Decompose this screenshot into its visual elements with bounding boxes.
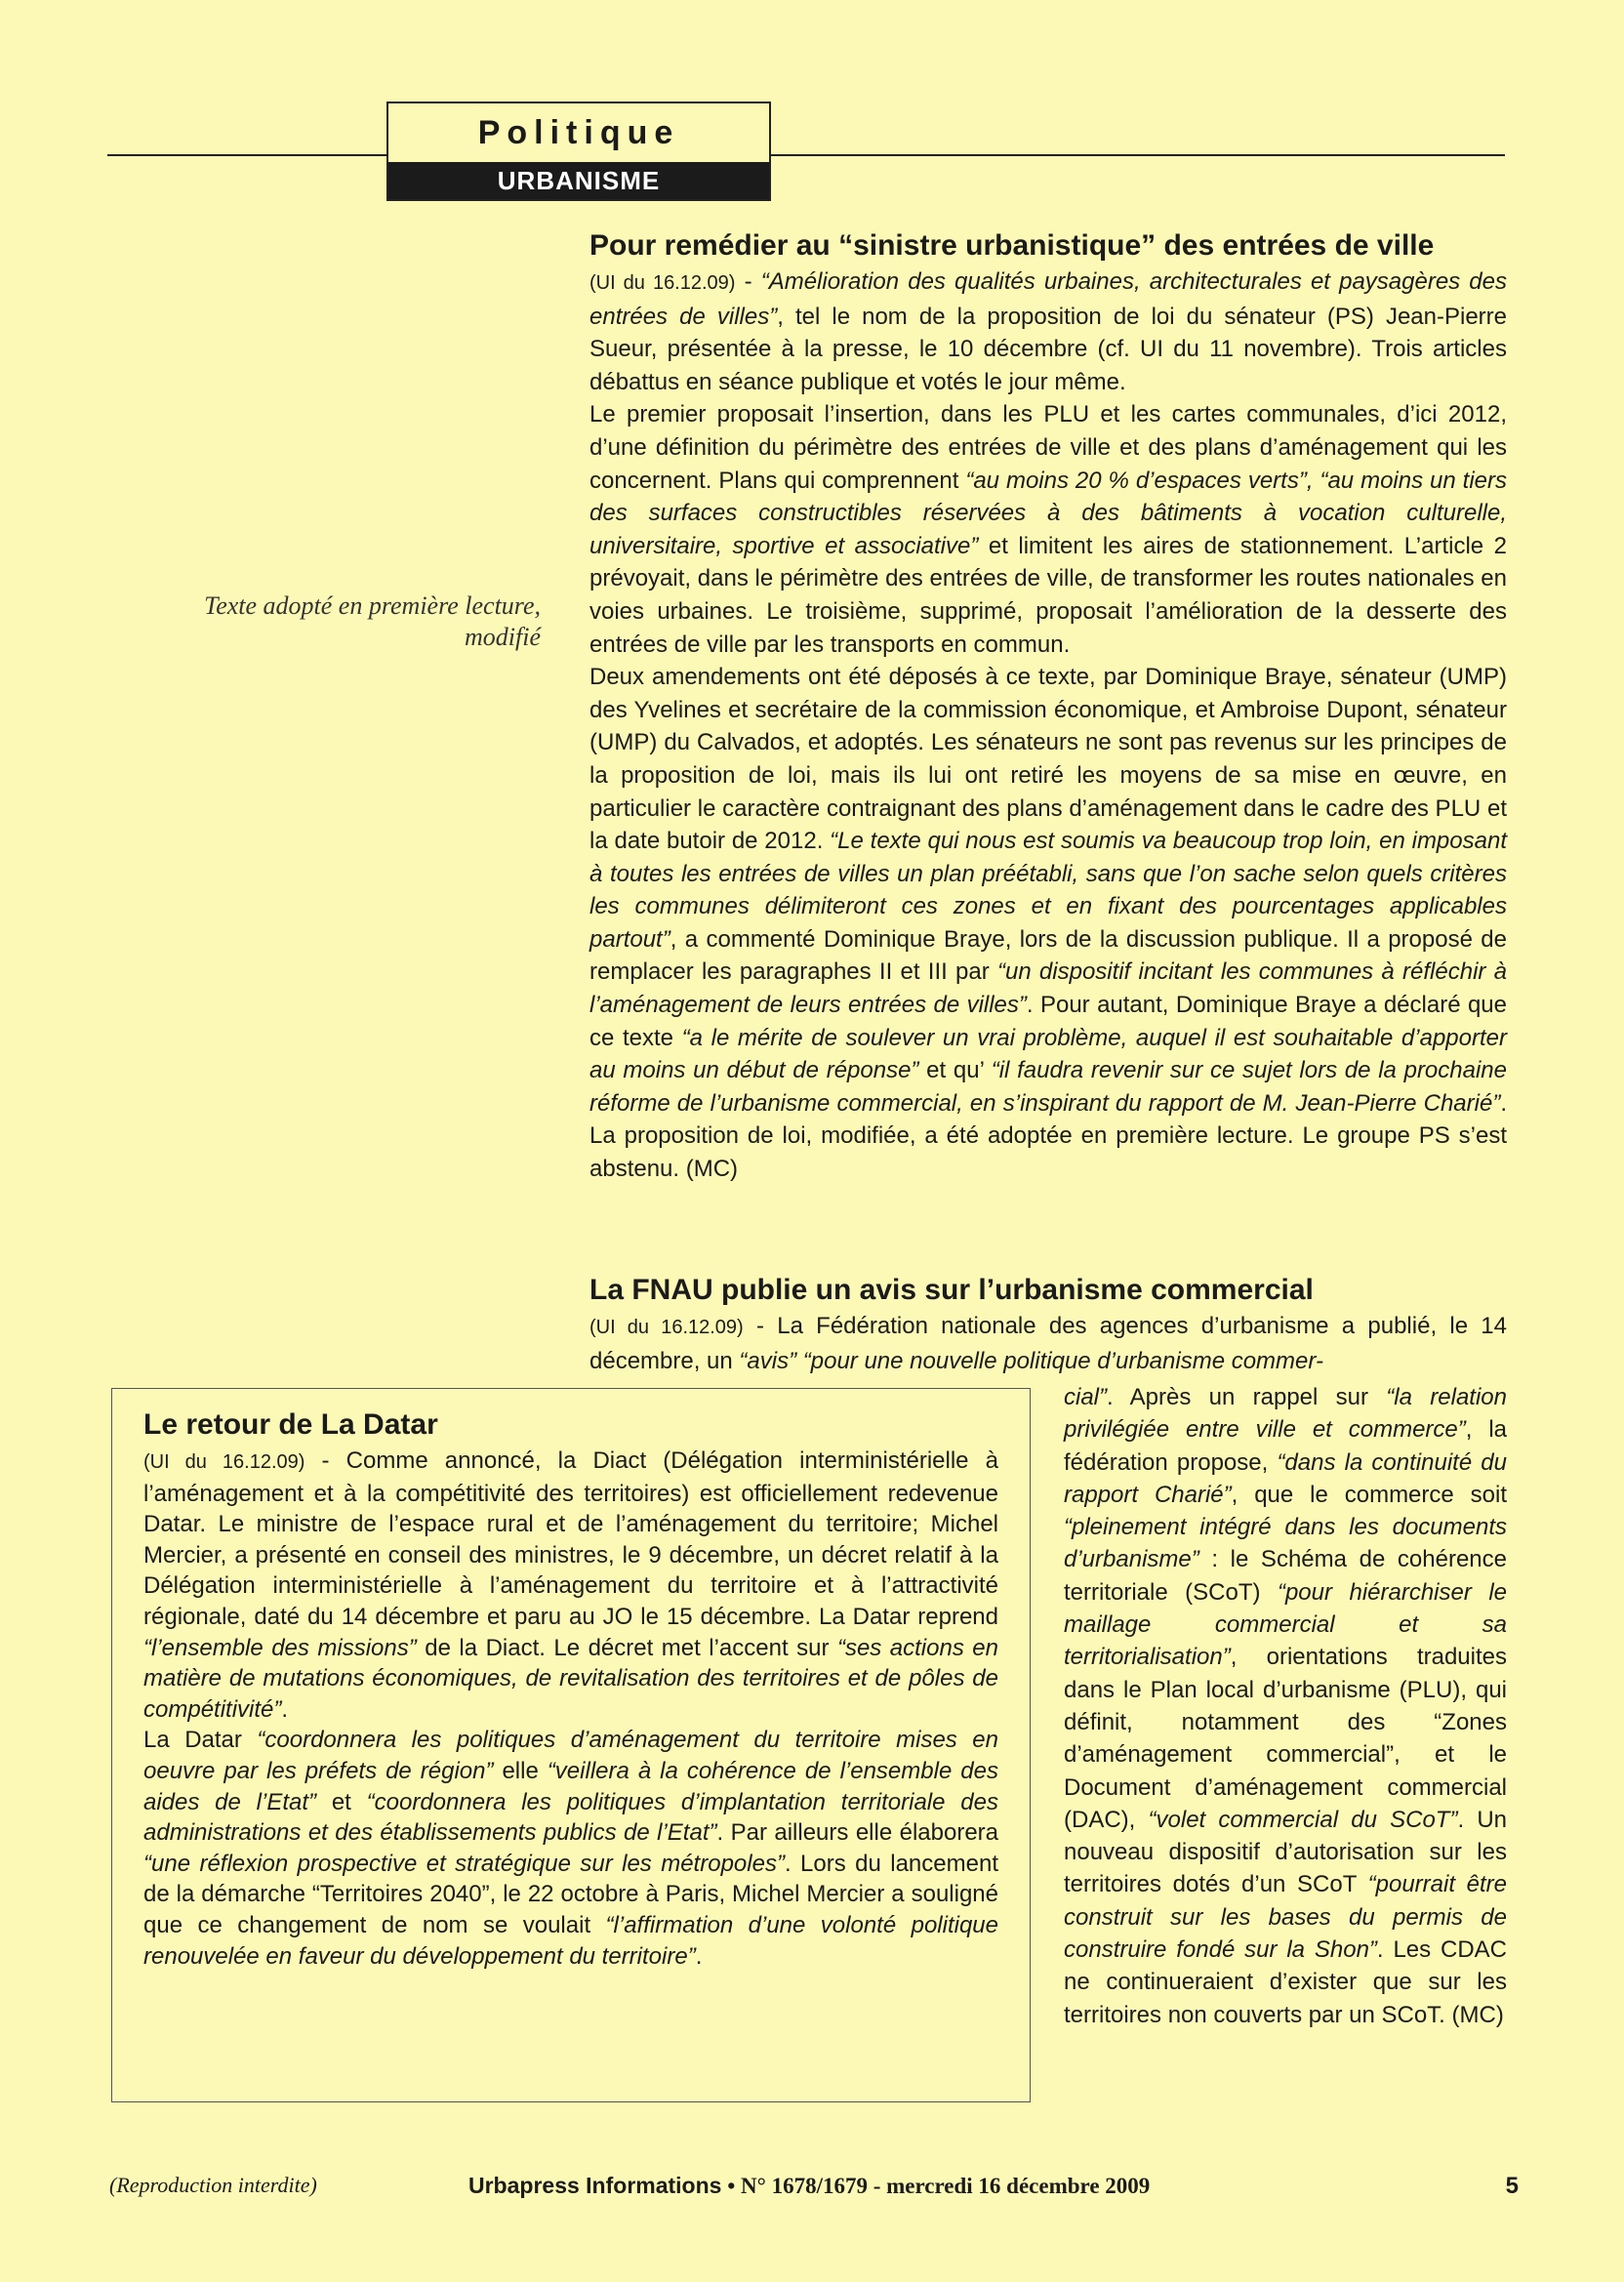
box-paragraph: La Datar “coordonnera les politiques d’aménagement du territoire mises en oeuvre par les préfets de région” elle “veillera à la cohérence de l’ensemble des aides de l’Etat” et “coordonnera les politiques d’implantation territoriale des administrations et des établissements publics de l’Etat”. Par ailleurs elle élaborera “une réflexion prospective et stratégique sur les métropoles”. Lors du lancement de la démarche “Territoires 2040”, le 22 octobre à Paris, Michel Mercier a souligné que ce changement de nom se voulait “l’affirmation d’une volonté politique renouvelée en faveur du développement du territoire”. [143, 1727, 999, 1970]
quote: “pleinement intégré dans les documents d’urbanisme” [1064, 1514, 1507, 1573]
article-reference: (UI du 16.12.09) [589, 1317, 744, 1338]
article-reference: (UI du 16.12.09) [143, 1451, 305, 1473]
article-fnau [589, 1271, 1507, 1377]
quote: “l’affirmation d’une volonté politique renouvelée en faveur du développement du territoire” [143, 1911, 999, 1970]
footer-notice: (Reproduction interdite) [109, 2173, 317, 2197]
subsection-title: URBANISME [388, 162, 769, 199]
quote: “coordonnera les politiques d’aménagement du territoire mises en oeuvre par les préfets de région” [143, 1727, 998, 1784]
section-title: Politique [477, 114, 680, 151]
quote: “volet commercial du SCoT” [1148, 1806, 1458, 1833]
quote: “pour hiérarchiser le maillage commercial et sa territorialisation” [1064, 1578, 1507, 1671]
quote: “la relation privilégiée entre ville et commerce” [1064, 1384, 1507, 1444]
article-reference: (UI du 16.12.09) [589, 272, 736, 294]
page-number: 5 [1505, 2173, 1519, 2199]
box-paragraph: (UI du 16.12.09) - Comme annoncé, la Diact (Délégation interministérielle à l’aménagement et à la compétitivité des territoires) est officiellement redevenue Datar. Le ministre de l’espace rural et de l’aménagement du territoire; Michel Mercier, a présenté en conseil des ministres, le 9 décembre, un décret relatif à la Délégation interministérielle à l’aménagement du territoire et à l’attractivité régionale, daté du 14 décembre et paru au JO le 15 décembre. La Datar reprend “l’ensemble des missions” de la Diact. Le décret met l’accent sur “ses actions en matière de mutations économiques, de revitalisation des territoires et de pôles de compétitivité”. [143, 1447, 999, 1723]
margin-note: Texte adopté en première lecture, modifié [204, 591, 541, 651]
quote: “Amélioration des qualités urbaines, architecturales et paysagères des entrées de villes” [589, 268, 1507, 330]
article-paragraph: cial”. Après un rappel sur “la relation privilégiée entre ville et commerce”, la fédération propose, “dans la continuité du rapport Charié”, que le commerce soit “pleinement intégré dans les documents d’urbanisme” : le Schéma de cohérence territoriale (SCoT) “pour hiérarchiser le maillage commercial et sa territorialisation”, orientations traduites dans le Plan local d’urbanisme (PLU), qui définit, notamment des “Zones d’aménagement commercial”, et le Document d’aménagement commercial (DAC), “volet commercial du SCoT”. Un nouveau dispositif d’autorisation sur les territoires dotés d’un SCoT “pourrait être construit sur les bases du permis de construire fondé sur la Shon”. Les CDAC ne continueraient d’exister que sur les territoires non couverts par un SCoT. (MC) [1064, 1384, 1508, 2028]
article-title: La FNAU publie un avis sur l’urbanisme commercial [589, 1274, 1314, 1306]
article-title: Pour remédier au “sinistre urbanistique” des entrées de ville [589, 229, 1435, 262]
article-entrees-de-ville [589, 226, 1507, 1186]
article-paragraph: (UI du 16.12.09) - La Fédération nationale des agences d’urbanisme a publié, le 14 décembre, un “avis” “pour une nouvelle politique d’urbanisme commer- [589, 1313, 1508, 1374]
article-paragraph: Le premier proposait l’insertion, dans les PLU et les cartes communales, d’ici 2012, d’une définition du périmètre des entrées de ville et des plans d’aménagement qui les concernent. Plans qui comprennent “au moins 20 % d’espaces verts”, “au moins un tiers des surfaces constructibles réservées à des bâtiments à vocation culturelle, universitaire, sportive et associative” et limitent les aires de stationnement. L’article 2 prévoyait, dans le périmètre des entrées de ville, de transformer les routes nationales en voies urbaines. Le troisième, supprimé, proposait l’amélioration de la desserte des entrées de ville par les transports en commun. [589, 401, 1508, 658]
quote: “pourrait être construit sur les bases du permis de construire fondé sur la Shon” [1064, 1871, 1507, 1964]
footer-publication [468, 2173, 1150, 2199]
quote: “au moins 20 % d’espaces verts”, “au moins un tiers des surfaces constructibles réservées à des bâtiments à vocation culturelle, universitaire, sportive et associative” [589, 467, 1508, 559]
quote: “ses actions en matière de mutations économiques, de revitalisation des territoires et de pôles de compétitivité” [143, 1634, 999, 1723]
article-paragraph: Deux amendements ont été déposés à ce texte, par Dominique Braye, sénateur (UMP) des Yvelines et secrétaire de la commission économique, et Ambroise Dupont, sénateur (UMP) du Calvados, et adoptés. Les sénateurs ne sont pas revenus sur les principes de la proposition de loi, mais ils lui ont retiré les moyens de sa mise en œuvre, en particulier le caractère contraignant des plans d’aménagement dans le cadre des PLU et la date butoir de 2012. “Le texte qui nous est soumis va beaucoup trop loin, en imposant à toutes les entrées de villes un plan préétabli, sans que l’on sache selon quels critères les communes délimiteront ces zones et en fixant des pourcentages applicables partout”, a commenté Dominique Braye, lors de la discussion publique. Il a proposé de remplacer les paragraphes II et III par “un dispositif incitant les communes à réfléchir à l’aménagement de leurs entrées de villes”. Pour autant, Dominique Braye a déclaré que ce texte “a le mérite de soulever un vrai problème, auquel il est souhaitable d’apporter au moins un début de réponse” et qu’ “il faudra revenir sur ce sujet lors de la prochaine réforme de l’urbanisme commercial, en s’inspirant du rapport de M. Jean-Pierre Charié”. La proposition de loi, modifiée, a été adoptée en première lecture. Le groupe PS s’est abstenu. (MC) [589, 664, 1508, 1183]
box-title: Le retour de La Datar [143, 1408, 438, 1441]
section-header [386, 102, 771, 201]
quote: “un dispositif incitant les communes à réfléchir à l’aménagement de leurs entrées de villes” [589, 958, 1507, 1019]
quote: “coordonnera les politiques d’implantation territoriale des administrations et des établissements publics de l’Etat” [143, 1788, 998, 1847]
quote: “une réflexion prospective et stratégique sur les métropoles” [143, 1850, 785, 1877]
page-footer [109, 2173, 1519, 2206]
header-rule-left [107, 154, 386, 156]
quote: “il faudra revenir sur ce sujet lors de la prochaine réforme de l’urbanisme commercial, en s’inspirant du rapport de M. Jean-Pierre Charié” [589, 1057, 1508, 1117]
boxed-article-datar [111, 1388, 1031, 2102]
quote: “dans la continuité du rapport Charié” [1064, 1448, 1508, 1508]
quote: “l’ensemble des missions” [143, 1634, 417, 1661]
quote: “Le texte qui nous est soumis va beaucoup trop loin, en imposant à toutes les entrées de villes un plan préétabli, sans que l’on sache selon quels critères les communes délimiteront ces zones et en fixant des pourcentages applicables partout” [589, 828, 1507, 953]
article-fnau-continued [1064, 1381, 1507, 2031]
footer-issue: • N° 1678/1679 - mercredi 16 décembre 2009 [721, 2174, 1151, 2198]
header-rule-right [771, 154, 1505, 156]
quote: “a le mérite de soulever un vrai problème, auquel il est souhaitable d’apporter au moins un début de réponse” [589, 1024, 1507, 1084]
quote: “avis” “pour une nouvelle politique d’urbanisme commer- [739, 1347, 1323, 1374]
footer-brand: Urbapress Informations [468, 2173, 722, 2198]
article-paragraph: (UI du 16.12.09) - “Amélioration des qualités urbaines, architecturales et paysagères des entrées de villes”, tel le nom de la proposition de loi du sénateur (PS) Jean-Pierre Sueur, présentée à la presse, le 10 décembre (cf. UI du 11 novembre). Trois articles débattus en séance publique et votés le jour même. [589, 268, 1507, 395]
quote: “veillera à la cohérence de l’ensemble des aides de l’Etat” [143, 1757, 998, 1815]
